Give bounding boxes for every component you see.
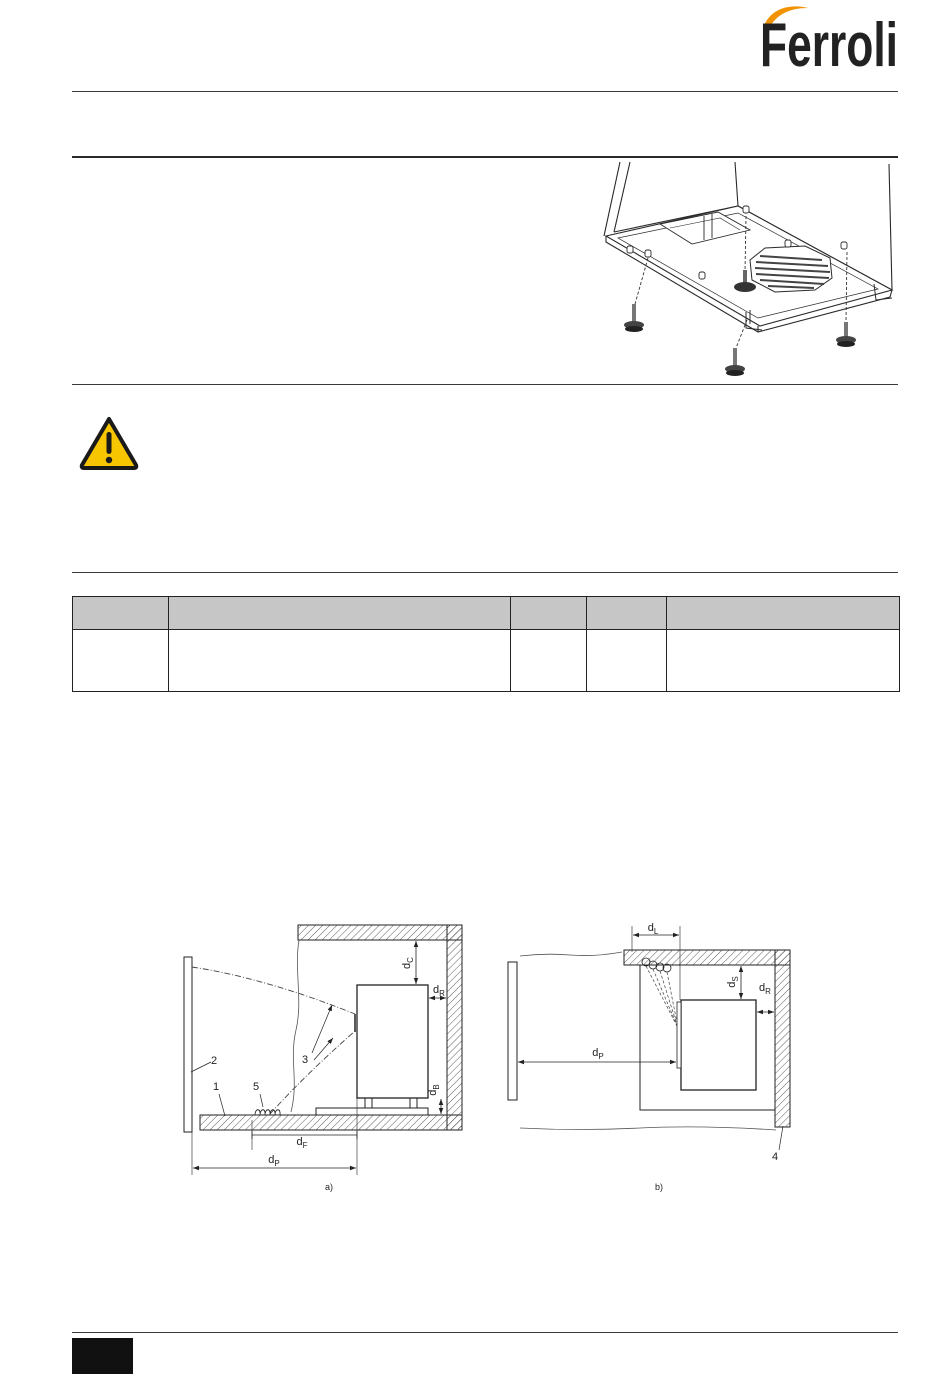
dim-subscript: S — [731, 976, 740, 982]
header-rule — [72, 91, 898, 92]
dim-label-dP — [592, 1047, 603, 1061]
dim-subscript: P — [598, 1052, 604, 1061]
dim-subscript: R — [439, 989, 445, 998]
break-line — [520, 952, 622, 956]
table-cell — [511, 630, 587, 692]
figure-caption: a) — [325, 1182, 334, 1192]
table-row — [73, 630, 900, 692]
table-cell — [73, 630, 169, 692]
appliance-box — [357, 985, 428, 1098]
dim-label-dC — [401, 957, 415, 969]
floor-protection-plate — [316, 1108, 428, 1115]
dim-subscript: P — [274, 1159, 280, 1168]
exclamation-dot — [106, 457, 112, 463]
table-header-cell — [511, 597, 587, 630]
dim-label-dB — [427, 1084, 441, 1095]
table-header-cell — [73, 597, 169, 630]
dim-label-dS — [726, 976, 740, 987]
figure-caption: b) — [655, 1182, 664, 1192]
dim-label-dR — [433, 984, 445, 998]
clearance-diagram-side-view — [175, 910, 470, 1200]
appliance-box — [681, 1000, 756, 1090]
dim-label-dP — [268, 1154, 279, 1168]
dim-symbol: d — [726, 981, 738, 988]
dim-symbol: d — [296, 1136, 303, 1148]
dim-symbol: d — [427, 1089, 439, 1096]
section-rule — [72, 156, 898, 158]
front-panel — [508, 962, 517, 1100]
callout-leader — [260, 1094, 263, 1107]
combustible-item-5 — [255, 1110, 280, 1115]
callout-leader — [219, 1094, 225, 1116]
dim-symbol: d — [433, 984, 440, 996]
table-cell — [667, 630, 900, 692]
dim-symbol: d — [268, 1154, 275, 1166]
appliance-base-illustration — [600, 160, 900, 385]
table-header-cell — [587, 597, 667, 630]
section-rule — [72, 572, 898, 573]
clearance-diagram-plan-view — [500, 910, 800, 1200]
radiation-lines — [646, 966, 678, 1028]
table-cell — [587, 630, 667, 692]
callout-leader — [779, 1126, 783, 1150]
dim-subscript: B — [432, 1084, 441, 1090]
dim-subscript: C — [406, 957, 415, 963]
table-cell — [169, 630, 511, 692]
adjustable-foot — [725, 320, 747, 376]
ferroli-logo — [750, 0, 905, 80]
dim-symbol: d — [401, 962, 413, 969]
appliance-legs — [365, 1098, 417, 1108]
warning-triangle-icon — [78, 415, 140, 471]
dim-symbol: d — [759, 982, 766, 994]
table-header-row — [73, 597, 900, 630]
table-header-cell — [169, 597, 511, 630]
callout-3: 3 — [302, 1054, 309, 1066]
floor-hatched — [200, 1115, 462, 1130]
callout-2: 2 — [211, 1055, 218, 1067]
callout-4: 4 — [772, 1151, 779, 1163]
dim-label-dR — [759, 982, 771, 996]
rear-wall-hatched — [447, 925, 462, 1130]
break-line — [291, 940, 299, 1112]
ceiling-hatched — [298, 925, 462, 940]
callout-arrow — [312, 1005, 332, 1053]
table-header-cell — [667, 597, 900, 630]
dim-symbol: d — [647, 922, 654, 934]
appliance-front-element — [677, 1002, 681, 1068]
footer-rule — [72, 1332, 898, 1333]
side-wall-hatched — [624, 950, 790, 965]
page-number-tab — [72, 1338, 133, 1374]
front-panel-2 — [184, 957, 192, 1132]
dim-subscript: F — [302, 1141, 308, 1150]
air-grille — [750, 246, 832, 292]
break-line — [520, 1127, 776, 1130]
dim-subscript: R — [765, 987, 771, 996]
logo-wordmark: Ferroli — [760, 11, 898, 80]
callout-leader — [191, 1062, 211, 1072]
page-number-tab-fill — [72, 1338, 133, 1374]
dim-subscript: L — [653, 927, 659, 936]
adjustable-foot — [624, 258, 648, 332]
dim-label-dF — [296, 1136, 307, 1150]
dim-symbol: d — [592, 1047, 599, 1059]
dim-label-dL — [648, 922, 659, 936]
rear-wall-hatched — [775, 950, 790, 1127]
callout-5: 5 — [253, 1081, 260, 1093]
callout-1: 1 — [213, 1081, 220, 1093]
exclamation-bar — [107, 432, 112, 454]
spec-table — [72, 596, 900, 692]
